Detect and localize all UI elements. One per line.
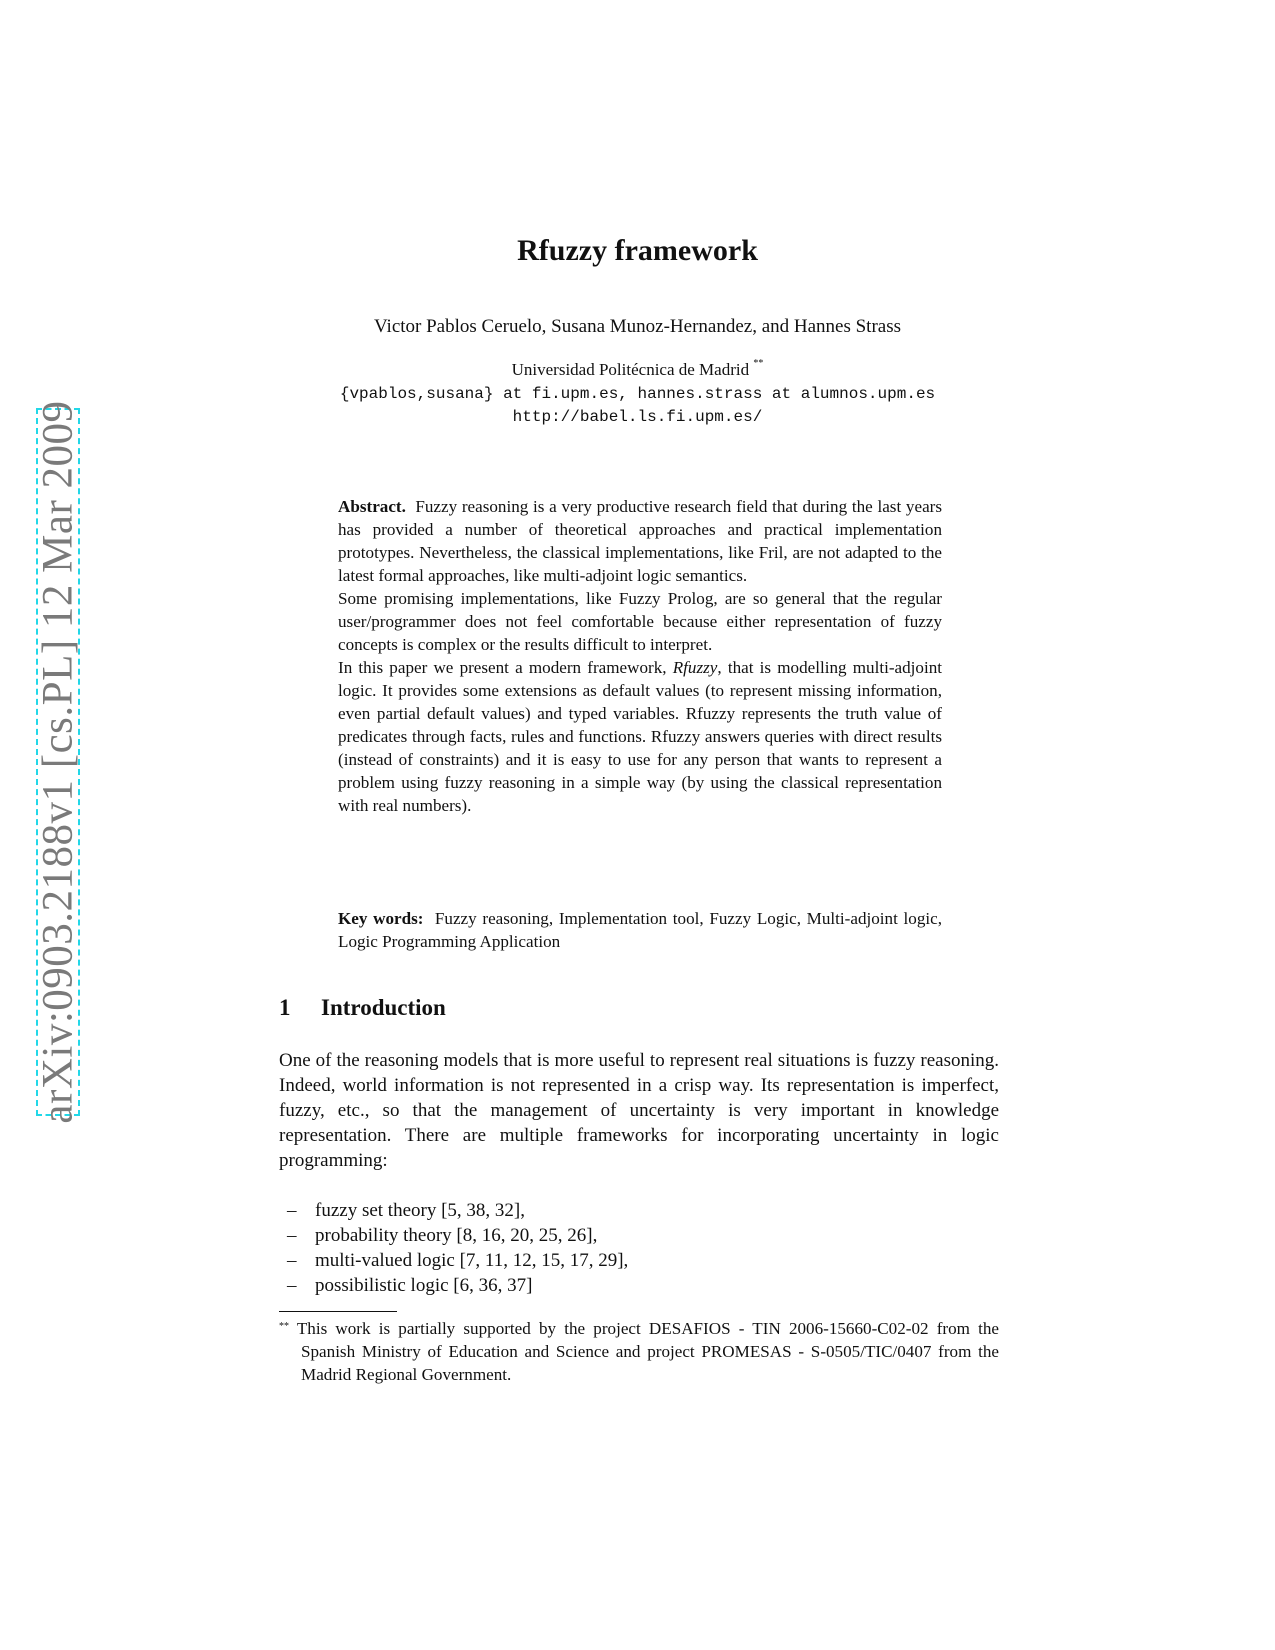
footnote-mark: ** bbox=[279, 1321, 289, 1332]
introduction-paragraph: One of the reasoning models that is more useful to represent real situations is fuzzy reasoning. Indeed, world information is not represented in a crisp way. Its representation is imperfect, fuzzy, etc., so that the management of uncertainty is very important in knowledge representation. There are multiple frameworks for incorporating uncertainty in logic programming: bbox=[279, 1050, 999, 1171]
arxiv-id-label: arXiv:0903.2188v1 [cs.PL] 12 Mar 2009 bbox=[34, 400, 82, 1124]
list-item-text: multi-valued logic [7, 11, 12, 15, 17, 29], bbox=[315, 1250, 629, 1271]
arxiv-sidebar-stamp[interactable] bbox=[34, 400, 82, 1124]
list-item-text: probability theory [8, 16, 20, 25, 26], bbox=[315, 1225, 598, 1246]
paper-affiliation bbox=[0, 360, 1275, 380]
keywords-label: Key words: bbox=[338, 909, 424, 928]
abstract-text-3b: , that is modelling multi-adjoint logic. It provides some extensions as default values (to represent missing information, even partial default values) and typed variables. Rfuzzy represents the truth value of predicates through facts, rules and functions. Rfuzzy answers queries with direct results (instead of constraints) and it is easy to use for any person that wants to represent a problem using fuzzy reasoning in a simple way (by using the classical representation with real numbers). bbox=[338, 658, 942, 815]
affiliation-text: Universidad Politécnica de Madrid bbox=[511, 360, 750, 379]
list-item bbox=[287, 1273, 987, 1298]
paper-title: Rfuzzy framework bbox=[517, 234, 758, 267]
list-bullet: – bbox=[287, 1250, 297, 1271]
abstract-paragraph-2: Some promising implementations, like Fuzzy Prolog, are so general that the regular user/programmer does not feel comfortable because either representation of fuzzy concepts is complex or the results difficult to interpret. bbox=[338, 589, 942, 654]
keywords-block bbox=[338, 907, 942, 953]
paper-authors: Victor Pablos Ceruelo, Susana Munoz-Hernandez, and Hannes Strass bbox=[373, 316, 902, 337]
list-item-text: fuzzy set theory [5, 38, 32], bbox=[315, 1200, 525, 1221]
list-item bbox=[287, 1198, 987, 1223]
list-item-text: possibilistic logic [6, 36, 37] bbox=[315, 1275, 533, 1296]
list-bullet: – bbox=[287, 1275, 297, 1296]
keywords-text: Fuzzy reasoning, Implementation tool, Fuzzy Logic, Multi-adjoint logic, Logic Programming Application bbox=[338, 909, 943, 951]
list-item bbox=[287, 1223, 987, 1248]
list-item bbox=[287, 1248, 987, 1273]
list-bullet: – bbox=[287, 1225, 297, 1246]
abstract-paragraph-3 bbox=[338, 656, 942, 817]
abstract-label: Abstract. bbox=[338, 497, 406, 516]
uncertainty-frameworks-list bbox=[287, 1198, 987, 1298]
footnote-divider bbox=[279, 1311, 397, 1312]
list-bullet: – bbox=[287, 1200, 297, 1221]
footnote bbox=[279, 1317, 999, 1386]
author-emails: {vpablos,susana} at fi.upm.es, hannes.strass at alumnos.upm.es bbox=[339, 385, 936, 403]
group-url-link[interactable]: http://babel.ls.fi.upm.es/ bbox=[512, 408, 763, 426]
abstract-text-3a: In this paper we present a modern framework, bbox=[338, 658, 673, 677]
section-number: 1 bbox=[279, 995, 291, 1020]
section-title: Introduction bbox=[321, 995, 446, 1020]
abstract-paragraph-1 bbox=[338, 495, 942, 587]
footnote-text: This work is partially supported by the project DESAFIOS - TIN 2006-15660-C02-02 from the Spanish Ministry of Education and Science and project PROMESAS - S-0505/TIC/0407 from the Madrid Regional Government. bbox=[296, 1319, 999, 1384]
abstract-text-1: Fuzzy reasoning is a very productive research field that during the last years has provided a number of theoretical approaches and practical implementation prototypes. Nevertheless, the classical implementations, like Fril, are not adapted to the latest formal approaches, like multi-adjoint logic semantics. bbox=[338, 497, 942, 585]
section-heading-introduction bbox=[279, 995, 446, 1021]
abstract-block bbox=[338, 495, 942, 817]
rfuzzy-term: Rfuzzy bbox=[672, 658, 718, 677]
affiliation-footnote-mark[interactable]: ** bbox=[753, 358, 764, 369]
introduction-body bbox=[279, 1048, 999, 1173]
